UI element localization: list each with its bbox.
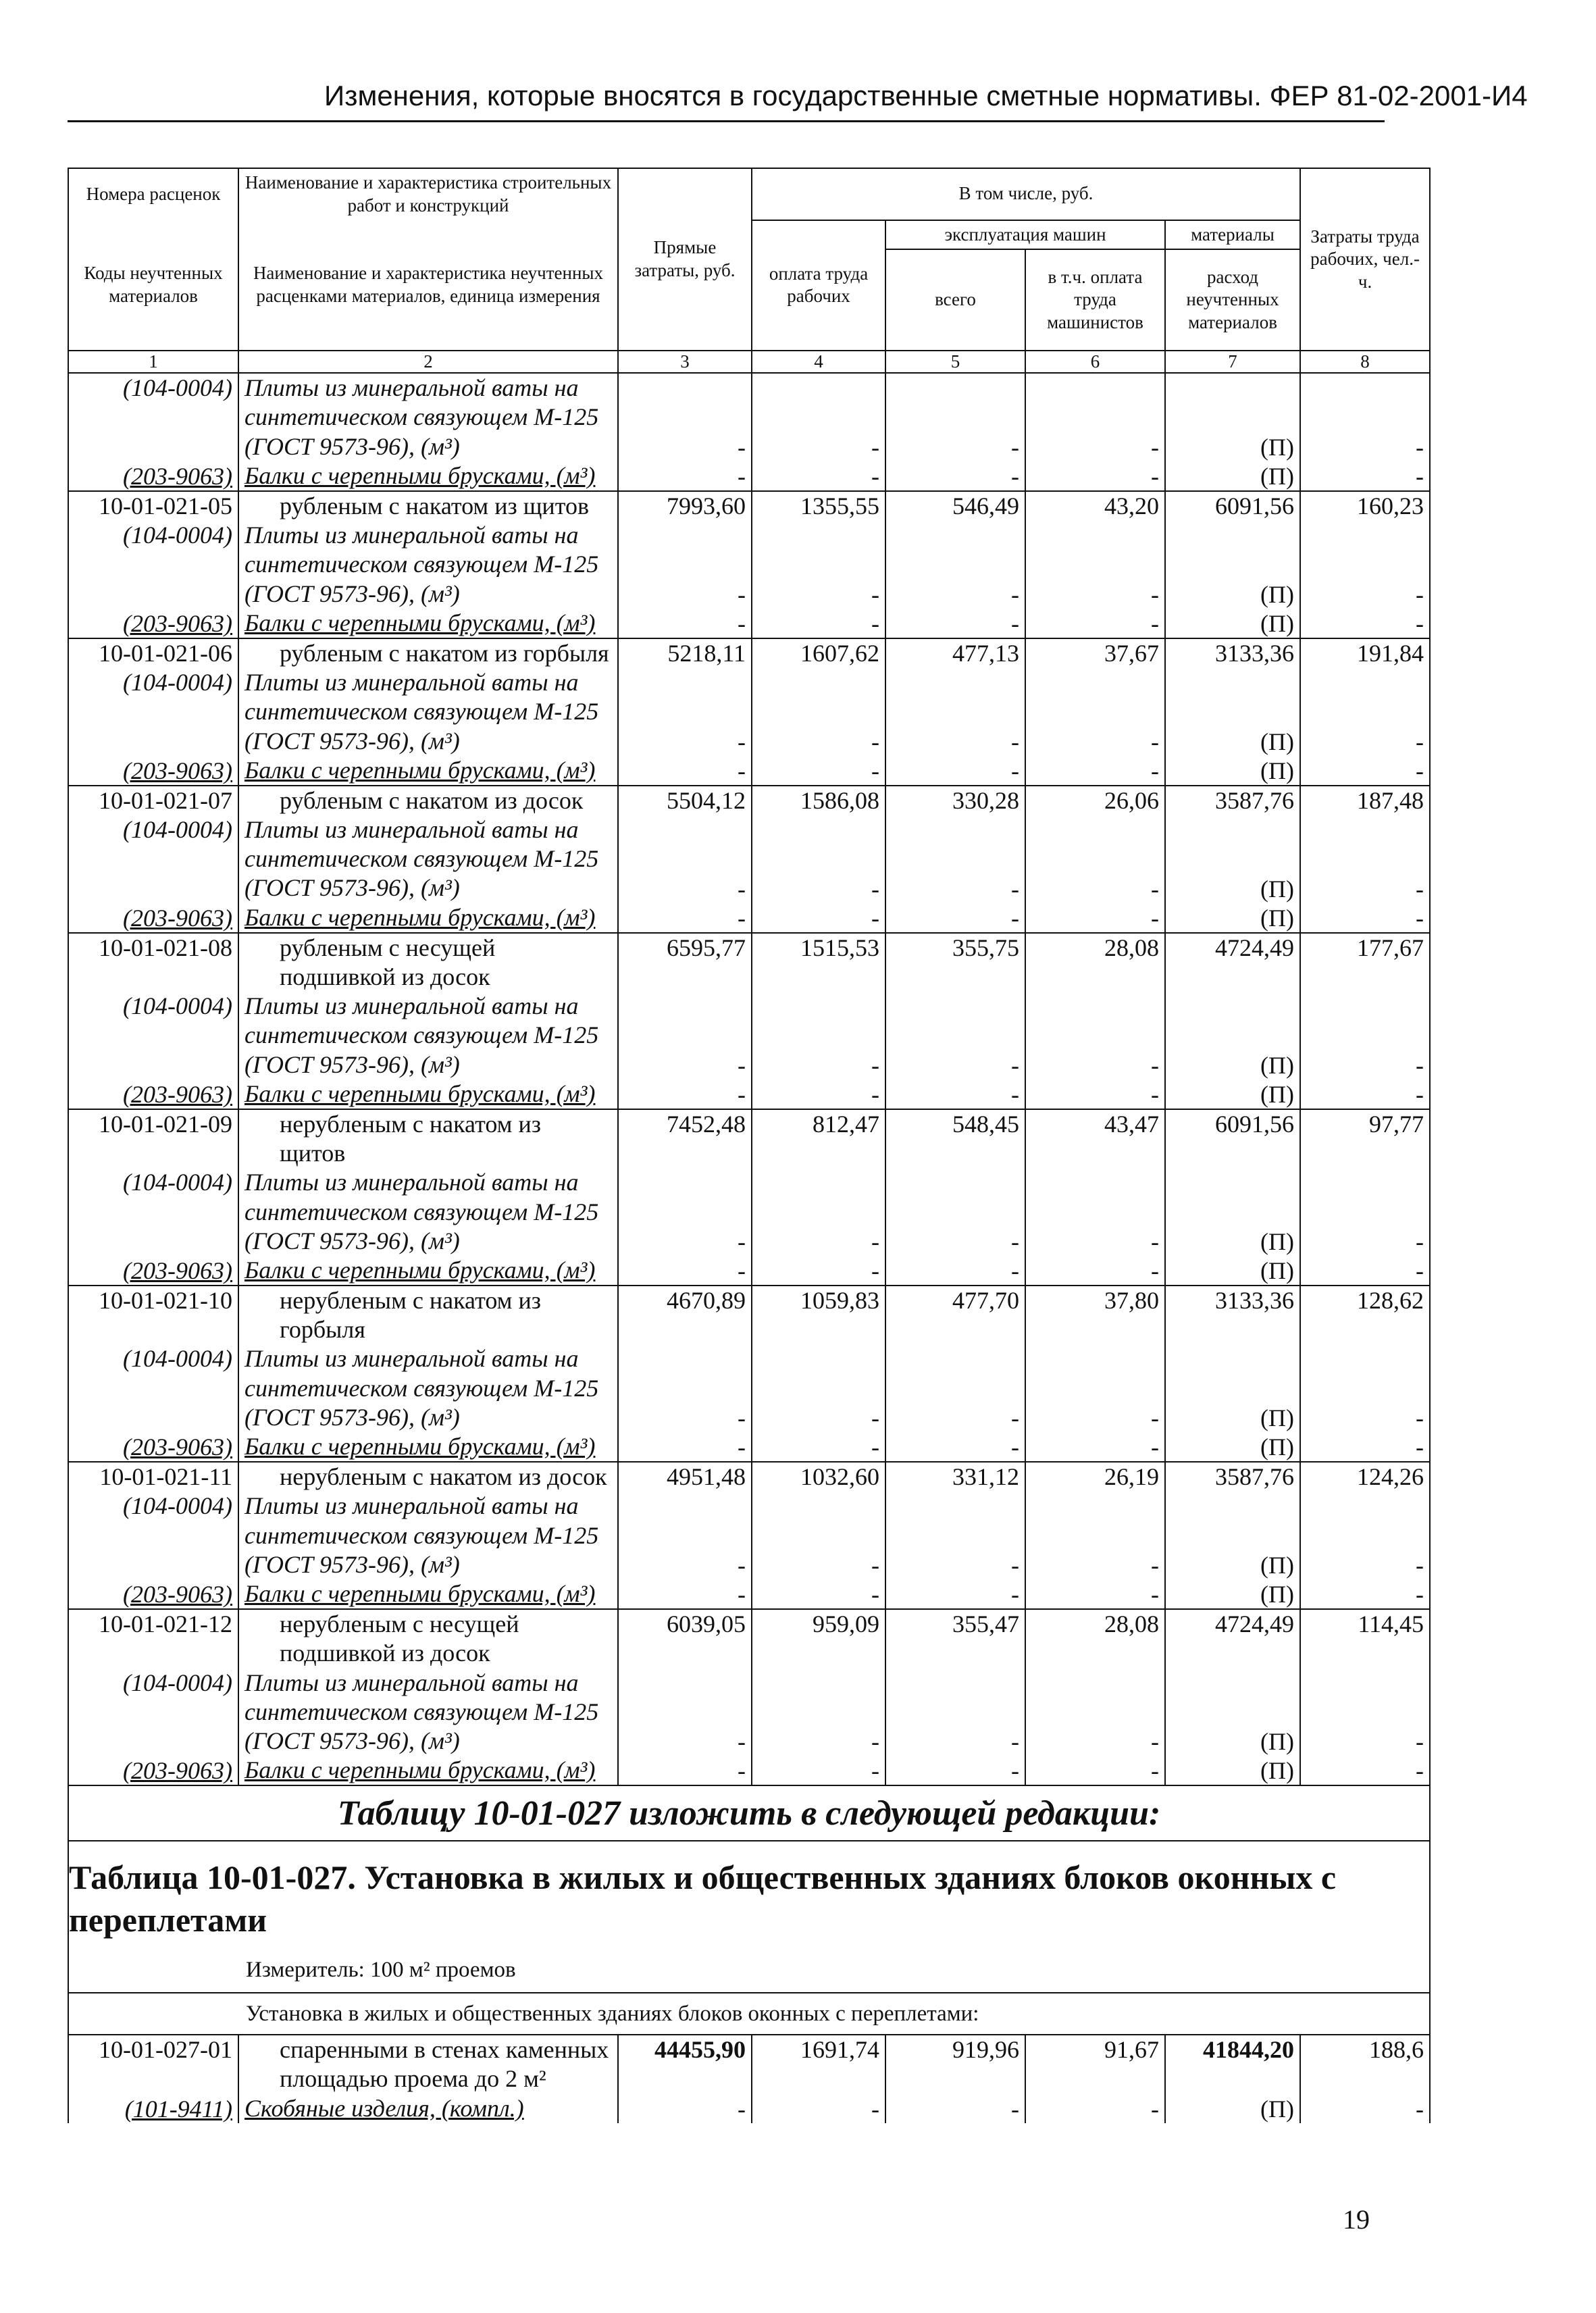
value-cell: 7452,48 [618,1109,752,1168]
material-name: Плиты из минеральной ваты на синтетическом связующем М-125 (ГОСТ 9573-96), (м³) [238,992,618,1079]
work-name: рубленым с накатом из горбыля [238,638,618,668]
value-cell: 128,62 [1300,1286,1430,1344]
value-cell: - [752,903,885,933]
value-cell: - [618,815,752,903]
value-cell: - [752,1432,885,1462]
value-cell: - [885,756,1025,786]
material-code: (203-9063) [68,756,238,786]
value-cell: 6091,56 [1165,491,1300,521]
value-cell: - [1300,521,1430,609]
estimate-table [68,168,1431,2123]
value-cell: (П) [1165,521,1300,609]
material-row [68,373,1430,461]
rate-code: 10-01-021-05 [68,491,238,521]
value-cell: - [752,1079,885,1109]
col-header-works: Наименование и характеристика строительных работ и конструкций [238,168,618,220]
value-cell: - [885,1492,1025,1579]
value-cell: - [752,992,885,1079]
replacement-note: Таблицу 10-01-027 изложить в следующей редакции: [68,1785,1430,1841]
material-code: (203-9063) [68,903,238,933]
material-code: (203-9063) [68,1432,238,1462]
material-name: Балки с черепными брусками, (м³) [238,1079,618,1109]
value-cell: 4951,48 [618,1462,752,1492]
value-cell: - [1300,1756,1430,1785]
value-cell: - [885,815,1025,903]
material-row [68,2094,1430,2123]
rate-row [68,786,1430,815]
rate-row [68,933,1430,992]
value-cell: - [1300,903,1430,933]
material-name: Плиты из минеральной ваты на синтетическом связующем М-125 (ГОСТ 9573-96), (м³) [238,815,618,903]
material-row [68,609,1430,638]
value-cell: (П) [1165,373,1300,461]
material-code: (203-9063) [68,1079,238,1109]
work-name: рубленым с накатом из досок [238,786,618,815]
value-cell: 331,12 [885,1462,1025,1492]
work-name: нерубленым с несущей подшивкой из досок [238,1609,618,1668]
value-cell: (П) [1165,1168,1300,1256]
value-cell: - [885,1432,1025,1462]
material-name: Плиты из минеральной ваты на синтетическом связующем М-125 (ГОСТ 9573-96), (м³) [238,1669,618,1756]
rate-code: 10-01-027-01 [68,2035,238,2093]
value-cell: (П) [1165,1669,1300,1756]
col-index: 3 [618,351,752,373]
rate-row [68,1462,1430,1492]
value-cell: - [618,903,752,933]
value-cell: - [1300,609,1430,638]
material-name: Балки с черепными брусками, (м³) [238,609,618,638]
rate-code: 10-01-021-11 [68,1462,238,1492]
value-cell: 7993,60 [618,491,752,521]
material-row [68,815,1430,903]
col-header-machinists-wages: в т.ч. оплата труда машинистов [1025,249,1165,351]
material-code: (104-0004) [68,1492,238,1579]
value-cell: - [752,815,885,903]
value-cell: - [618,521,752,609]
value-cell: - [885,1669,1025,1756]
value-cell: - [885,609,1025,638]
value-cell: (П) [1165,903,1300,933]
material-name: Плиты из минеральной ваты на синтетическом связующем М-125 (ГОСТ 9573-96), (м³) [238,668,618,756]
value-cell: - [1025,461,1165,491]
value-cell: - [1025,1756,1165,1785]
value-cell: (П) [1165,2094,1300,2123]
material-row [68,668,1430,756]
material-row [68,1669,1430,1756]
value-cell: - [618,1344,752,1432]
value-cell: - [1300,756,1430,786]
value-cell: (П) [1165,1256,1300,1286]
material-row [68,903,1430,933]
col-index: 8 [1300,351,1430,373]
col-header-materials: материалы [1165,220,1300,250]
value-cell: 28,08 [1025,933,1165,992]
material-name: Плиты из минеральной ваты на синтетическом связующем М-125 (ГОСТ 9573-96), (м³) [238,521,618,609]
value-cell: (П) [1165,609,1300,638]
value-cell: 4724,49 [1165,1609,1300,1668]
material-code: (203-9063) [68,1756,238,1785]
value-cell: 177,67 [1300,933,1430,992]
value-cell: 44455,90 [618,2035,752,2093]
value-cell: - [618,1756,752,1785]
value-cell: - [1300,1492,1430,1579]
material-row [68,1344,1430,1432]
value-cell: - [752,521,885,609]
value-cell: 5504,12 [618,786,752,815]
material-row [68,1579,1430,1609]
value-cell: (П) [1165,815,1300,903]
value-cell: - [618,756,752,786]
value-cell: (П) [1165,1756,1300,1785]
col-header-codes: Коды неучтенных материалов [68,220,238,351]
col-header-materials-name: Наименование и характеристика неучтенных расценками материалов, единица измерения [238,220,618,351]
value-cell: - [885,668,1025,756]
material-name: Балки с черепными брусками, (м³) [238,1256,618,1286]
material-name: Балки с черепными брусками, (м³) [238,1432,618,1462]
table-title: Таблица 10-01-027. Установка в жилых и общественных зданиях блоков оконных с переплетами [68,1841,1430,1948]
rate-row [68,1286,1430,1344]
work-name: рубленым с накатом из щитов [238,491,618,521]
value-cell: - [1025,1669,1165,1756]
material-code: (104-0004) [68,815,238,903]
value-cell: (П) [1165,461,1300,491]
value-cell: - [1300,1579,1430,1609]
material-name: Плиты из минеральной ваты на синтетическом связующем М-125 (ГОСТ 9573-96), (м³) [238,1344,618,1432]
value-cell: - [1025,1344,1165,1432]
material-name: Скобяные изделия, (компл.) [238,2094,618,2123]
value-cell: - [885,1256,1025,1286]
value-cell: 330,28 [885,786,1025,815]
material-code: (203-9063) [68,1579,238,1609]
value-cell: - [618,461,752,491]
value-cell: - [752,1579,885,1609]
work-name: нерубленым с накатом из щитов [238,1109,618,1168]
value-cell: 548,45 [885,1109,1025,1168]
col-index: 6 [1025,351,1165,373]
value-cell: 1586,08 [752,786,885,815]
value-cell: 191,84 [1300,638,1430,668]
rate-code: 10-01-021-12 [68,1609,238,1668]
value-cell: - [1025,756,1165,786]
value-cell: - [885,521,1025,609]
rate-code: 10-01-021-08 [68,933,238,992]
value-cell: - [885,461,1025,491]
col-header-wages: оплата труда рабочих [752,220,885,351]
material-code: (101-9411) [68,2094,238,2123]
material-name: Балки с черепными брусками, (м³) [238,1579,618,1609]
material-name: Плиты из минеральной ваты на синтетическом связующем М-125 (ГОСТ 9573-96), (м³) [238,373,618,461]
rate-code: 10-01-021-09 [68,1109,238,1168]
value-cell: 4670,89 [618,1286,752,1344]
material-name: Плиты из минеральной ваты на синтетическом связующем М-125 (ГОСТ 9573-96), (м³) [238,1168,618,1256]
value-cell: 28,08 [1025,1609,1165,1668]
value-cell: - [618,1669,752,1756]
value-cell: - [1300,815,1430,903]
value-cell: (П) [1165,1432,1300,1462]
value-cell: - [618,2094,752,2123]
material-code: (104-0004) [68,373,238,461]
col-index: 5 [885,351,1025,373]
value-cell: - [752,756,885,786]
value-cell: - [1025,815,1165,903]
material-code: (104-0004) [68,668,238,756]
value-cell: 97,77 [1300,1109,1430,1168]
value-cell: 477,13 [885,638,1025,668]
value-cell: - [618,992,752,1079]
value-cell: 6595,77 [618,933,752,992]
material-name: Балки с черепными брусками, (м³) [238,461,618,491]
value-cell: 37,67 [1025,638,1165,668]
value-cell: - [1025,1492,1165,1579]
value-cell: 5218,11 [618,638,752,668]
value-cell: 26,06 [1025,786,1165,815]
value-cell: 355,75 [885,933,1025,992]
work-name: рубленым с несущей подшивкой из досок [238,933,618,992]
value-cell: (П) [1165,756,1300,786]
value-cell: 26,19 [1025,1462,1165,1492]
value-cell: 1059,83 [752,1286,885,1344]
value-cell: - [618,1492,752,1579]
value-cell: 6039,05 [618,1609,752,1668]
value-cell: - [618,373,752,461]
value-cell: - [752,461,885,491]
value-cell: - [752,373,885,461]
material-row [68,1079,1430,1109]
col-index: 4 [752,351,885,373]
value-cell: - [885,903,1025,933]
value-cell: - [1300,2094,1430,2123]
material-row [68,1168,1430,1256]
col-header-rates: Номера расценок [68,168,238,220]
col-header-labor: Затраты труда рабочих, чел.-ч. [1300,168,1430,351]
rate-row [68,2035,1430,2093]
material-code: (104-0004) [68,992,238,1079]
material-row [68,1256,1430,1286]
col-header-direct-cost: Прямые затраты, руб. [618,168,752,351]
value-cell: 919,96 [885,2035,1025,2093]
material-name: Плиты из минеральной ваты на синтетическом связующем М-125 (ГОСТ 9573-96), (м³) [238,1492,618,1579]
value-cell: 3587,76 [1165,1462,1300,1492]
value-cell: - [752,668,885,756]
value-cell: 37,80 [1025,1286,1165,1344]
rate-row [68,638,1430,668]
value-cell: (П) [1165,1492,1300,1579]
value-cell: - [1300,1432,1430,1462]
value-cell: 1607,62 [752,638,885,668]
rate-row [68,1609,1430,1668]
value-cell: - [752,1492,885,1579]
material-row [68,1492,1430,1579]
value-cell: - [1300,1669,1430,1756]
value-cell: (П) [1165,668,1300,756]
value-cell: - [1300,992,1430,1079]
value-cell: - [885,1756,1025,1785]
value-cell: 3133,36 [1165,1286,1300,1344]
value-cell: 124,26 [1300,1462,1430,1492]
value-cell: - [752,1344,885,1432]
col-header-machines-total: всего [885,249,1025,351]
value-cell: - [1300,461,1430,491]
value-cell: - [752,1168,885,1256]
page-number: 19 [1343,2204,1370,2235]
col-index: 2 [238,351,618,373]
value-cell: 959,09 [752,1609,885,1668]
value-cell: - [1025,992,1165,1079]
value-cell: - [752,2094,885,2123]
value-cell: - [885,373,1025,461]
value-cell: - [1025,521,1165,609]
value-cell: 41844,20 [1165,2035,1300,2093]
value-cell: 355,47 [885,1609,1025,1668]
value-cell: - [1300,1344,1430,1432]
material-row [68,1756,1430,1785]
value-cell: 3587,76 [1165,786,1300,815]
value-cell: (П) [1165,1579,1300,1609]
value-cell: - [1025,2094,1165,2123]
value-cell: (П) [1165,1344,1300,1432]
material-code: (203-9063) [68,609,238,638]
value-cell: 1032,60 [752,1462,885,1492]
material-code: (104-0004) [68,1344,238,1432]
rate-code: 10-01-021-07 [68,786,238,815]
material-name: Балки с черепными брусками, (м³) [238,756,618,786]
running-header: Изменения, которые вносятся в государственные сметные нормативы. ФЕР 81-02-2001-И4 [324,80,1528,111]
material-name: Балки с черепными брусками, (м³) [238,1756,618,1785]
value-cell: - [1300,373,1430,461]
value-cell: 477,70 [885,1286,1025,1344]
value-cell: - [752,609,885,638]
material-code: (104-0004) [68,1669,238,1756]
value-cell: - [1025,1432,1165,1462]
header-rule [68,120,1385,122]
value-cell: - [885,1579,1025,1609]
value-cell: 3133,36 [1165,638,1300,668]
col-header-including: В том числе, руб. [752,168,1300,220]
value-cell: - [1300,1256,1430,1286]
value-cell: 43,47 [1025,1109,1165,1168]
value-cell: - [618,1432,752,1462]
col-header-machines: эксплуатация машин [885,220,1165,250]
value-cell: 812,47 [752,1109,885,1168]
material-code: (203-9063) [68,1256,238,1286]
value-cell: - [618,1079,752,1109]
value-cell: - [618,1256,752,1286]
material-row [68,756,1430,786]
value-cell: 1691,74 [752,2035,885,2093]
rate-row [68,1109,1430,1168]
value-cell: - [1300,1168,1430,1256]
value-cell: - [618,1579,752,1609]
value-cell: - [752,1256,885,1286]
value-cell: - [1300,668,1430,756]
value-cell: - [885,992,1025,1079]
value-cell: 1515,53 [752,933,885,992]
rate-row [68,491,1430,521]
work-name: нерубленым с накатом из горбыля [238,1286,618,1344]
value-cell: 6091,56 [1165,1109,1300,1168]
material-row [68,521,1430,609]
value-cell: - [752,1756,885,1785]
value-cell: - [1025,668,1165,756]
value-cell: 188,6 [1300,2035,1430,2093]
material-code: (104-0004) [68,521,238,609]
value-cell: - [885,2094,1025,2123]
material-code: (104-0004) [68,1168,238,1256]
value-cell: - [1025,1256,1165,1286]
material-row [68,1432,1430,1462]
value-cell: 4724,49 [1165,933,1300,992]
value-cell: - [885,1168,1025,1256]
value-cell: 546,49 [885,491,1025,521]
material-name: Балки с черепными брусками, (м³) [238,903,618,933]
value-cell: - [618,609,752,638]
value-cell: - [885,1079,1025,1109]
col-index: 1 [68,351,238,373]
value-cell: - [618,668,752,756]
value-cell: - [1025,373,1165,461]
material-code: (203-9063) [68,461,238,491]
value-cell: 91,67 [1025,2035,1165,2093]
col-header-material-consumption: расход неучтенных материалов [1165,249,1300,351]
value-cell: 1355,55 [752,491,885,521]
material-row [68,992,1430,1079]
work-name: спаренными в стенах каменных площадью проема до 2 м² [238,2035,618,2093]
value-cell: - [1025,1579,1165,1609]
rate-code: 10-01-021-10 [68,1286,238,1344]
value-cell: - [1025,1168,1165,1256]
value-cell: 187,48 [1300,786,1430,815]
value-cell: - [1025,903,1165,933]
value-cell: - [885,1344,1025,1432]
value-cell: - [1025,1079,1165,1109]
value-cell: 160,23 [1300,491,1430,521]
material-row [68,461,1430,491]
value-cell: - [1300,1079,1430,1109]
value-cell: - [752,1669,885,1756]
value-cell: - [1025,609,1165,638]
value-cell: (П) [1165,1079,1300,1109]
value-cell: 114,45 [1300,1609,1430,1668]
value-cell: 43,20 [1025,491,1165,521]
section-title: Установка в жилых и общественных зданиях блоков оконных с переплетами: [68,1993,1430,2035]
col-index: 7 [1165,351,1300,373]
value-cell: - [618,1168,752,1256]
value-cell: (П) [1165,992,1300,1079]
rate-code: 10-01-021-06 [68,638,238,668]
work-name: нерубленым с накатом из досок [238,1462,618,1492]
measure-unit: Измеритель: 100 м² проемов [68,1948,1430,1993]
